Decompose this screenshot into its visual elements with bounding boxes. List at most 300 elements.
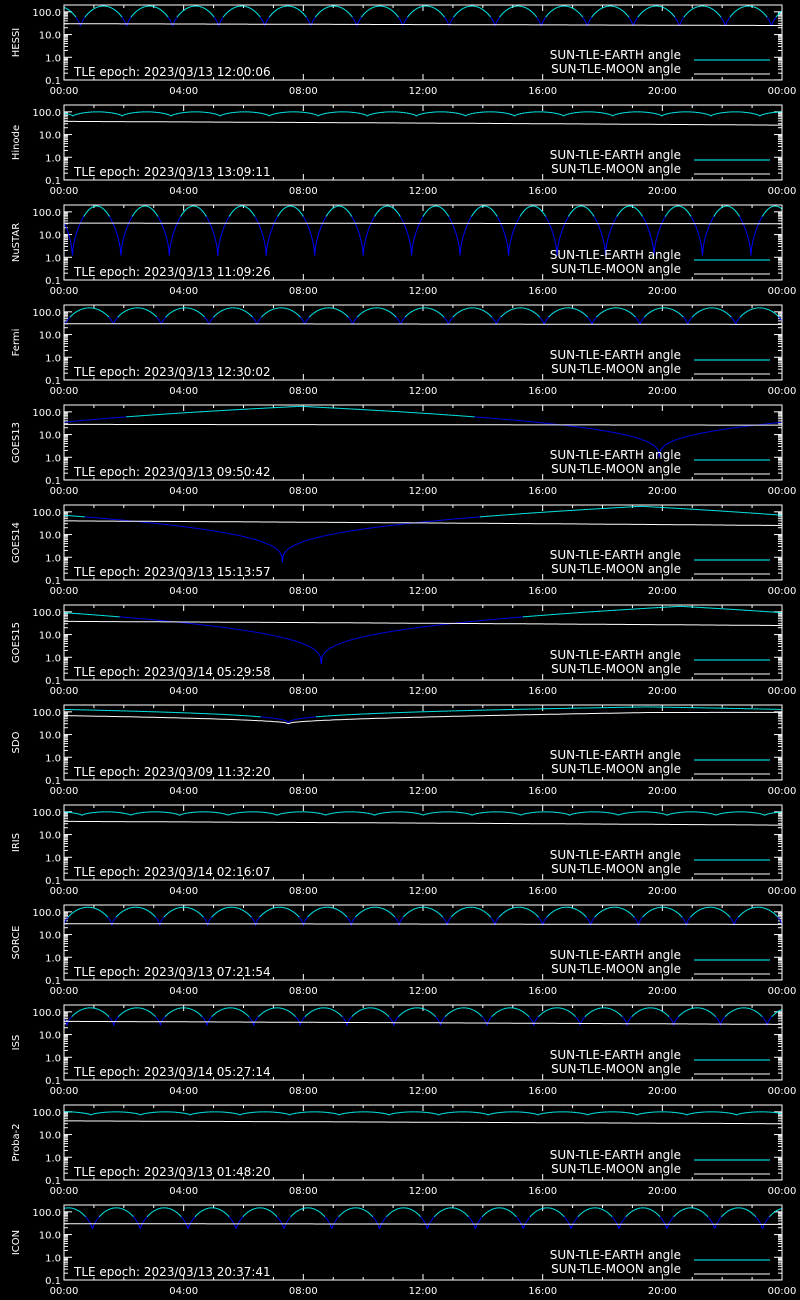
earth-angle-segment <box>258 15 259 16</box>
earth-angle-segment <box>321 225 322 226</box>
earth-angle-segment <box>470 219 471 220</box>
earth-angle-segment <box>372 221 373 222</box>
earth-angle-segment <box>595 13 596 14</box>
earth-angle-segment <box>702 248 703 255</box>
earth-angle-segment <box>718 14 719 15</box>
earth-angle-segment <box>111 320 112 321</box>
earth-angle-segment <box>731 16 732 17</box>
earth-angle-segment <box>274 11 275 12</box>
earth-angle-segment <box>458 11 459 12</box>
earth-angle-segment <box>763 215 764 216</box>
earth-angle-segment <box>324 219 325 220</box>
earth-angle-segment <box>159 320 160 321</box>
earth-angle-segment <box>688 212 689 213</box>
earth-angle-segment <box>742 221 743 222</box>
earth-angle-segment <box>641 214 642 215</box>
earth-angle-segment <box>104 210 105 211</box>
earth-angle-segment <box>781 11 782 12</box>
earth-angle-segment <box>105 211 106 212</box>
earth-angle-segment <box>564 115 565 116</box>
x-tick-label: 00:00 <box>767 86 797 97</box>
earth-angle-segment <box>301 11 302 12</box>
earth-angle-segment <box>396 317 397 318</box>
earth-angle-segment <box>363 248 364 255</box>
earth-angle-segment <box>231 213 232 214</box>
earth-angle-segment <box>454 316 455 317</box>
earth-angle-segment <box>77 230 78 232</box>
earth-angle-segment <box>351 16 352 17</box>
earth-angle-segment <box>443 16 444 17</box>
earth-angle-segment <box>487 13 488 14</box>
earth-angle-segment <box>442 14 443 15</box>
earth-angle-segment <box>553 233 554 235</box>
earth-angle-segment <box>422 217 423 218</box>
earth-angle-segment <box>769 20 770 21</box>
earth-angle-segment <box>330 211 331 212</box>
earth-angle-segment <box>638 16 639 17</box>
earth-angle-segment <box>555 239 556 242</box>
earth-angle-segment <box>138 209 139 210</box>
earth-angle-segment <box>312 22 313 23</box>
earth-angle-segment <box>502 14 503 15</box>
earth-angle-segment <box>449 217 450 218</box>
earth-angle-segment <box>603 239 604 242</box>
earth-angle-segment <box>260 319 261 320</box>
earth-angle-segment <box>676 19 677 20</box>
earth-angle-segment <box>649 231 650 233</box>
earth-angle-segment <box>166 316 167 317</box>
earth-angle-segment <box>118 316 119 317</box>
earth-angle-segment <box>162 321 163 322</box>
tle-epoch-label: TLE epoch: 2023/03/13 13:09:11 <box>74 165 271 179</box>
earth-angle-segment <box>397 318 398 319</box>
earth-angle-segment <box>182 214 183 215</box>
earth-angle-segment <box>748 239 749 242</box>
earth-angle-segment <box>638 210 639 211</box>
earth-angle-segment <box>249 209 250 210</box>
earth-angle-segment <box>115 319 116 320</box>
earth-angle-segment <box>120 15 121 16</box>
earth-angle-segment <box>602 235 603 237</box>
earth-angle-segment <box>355 319 356 320</box>
earth-angle-segment <box>545 321 546 322</box>
earth-angle-segment <box>251 316 252 317</box>
earth-angle-segment <box>586 315 587 316</box>
earth-angle-segment <box>469 220 470 221</box>
earth-angle-segment <box>444 16 445 17</box>
earth-angle-segment <box>75 235 76 237</box>
earth-angle-segment <box>66 228 67 230</box>
earth-angle-segment <box>331 209 332 210</box>
earth-angle-segment <box>570 213 571 214</box>
earth-angle-segment <box>589 20 590 21</box>
x-tick-label: 00:00 <box>767 186 797 197</box>
earth-angle-segment <box>401 21 402 22</box>
earth-angle-segment <box>106 211 107 212</box>
earth-angle-segment <box>115 230 116 232</box>
earth-angle-segment <box>306 221 307 222</box>
earth-angle-segment <box>87 211 88 212</box>
earth-angle-segment <box>224 15 225 16</box>
earth-angle-segment <box>406 315 407 316</box>
earth-angle-segment <box>440 12 441 13</box>
earth-angle-segment <box>503 12 504 13</box>
earth-angle-segment <box>693 221 694 222</box>
earth-angle-segment <box>269 235 270 237</box>
earth-angle-segment <box>768 19 769 20</box>
earth-angle-segment <box>106 315 107 316</box>
earth-angle-segment <box>270 16 271 17</box>
earth-angle-segment <box>492 210 493 211</box>
earth-angle-segment <box>777 16 778 17</box>
earth-angle-segment <box>767 17 768 18</box>
earth-angle-segment <box>328 212 329 213</box>
earth-angle-segment <box>495 214 496 215</box>
earth-angle-segment <box>500 317 501 318</box>
earth-angle-segment <box>394 12 395 13</box>
earth-angle-segment <box>548 14 549 15</box>
earth-angle-segment <box>716 11 717 12</box>
earth-angle-segment <box>734 210 735 211</box>
earth-angle-segment <box>667 214 668 215</box>
earth-angle-segment <box>367 231 368 233</box>
earth-angle-segment <box>126 230 127 232</box>
earth-angle-segment <box>263 315 264 316</box>
earth-angle-segment <box>313 20 314 21</box>
earth-angle-segment <box>545 17 546 18</box>
earth-angle-segment <box>115 228 116 230</box>
earth-angle-segment <box>461 242 462 245</box>
earth-angle-segment <box>593 15 594 16</box>
earth-angle-segment <box>689 214 690 215</box>
earth-angle-segment <box>366 237 367 239</box>
earth-angle-segment <box>460 248 461 255</box>
earth-angle-segment <box>568 216 569 217</box>
earth-angle-segment <box>582 16 583 17</box>
earth-angle-segment <box>492 317 493 318</box>
earth-angle-segment <box>428 209 429 210</box>
earth-angle-segment <box>177 16 178 17</box>
earth-angle-segment <box>211 13 212 14</box>
earth-angle-segment <box>216 242 217 245</box>
earth-angle-segment <box>351 215 352 216</box>
earth-angle-segment <box>73 14 74 15</box>
earth-angle-segment <box>439 11 440 12</box>
earth-angle-segment <box>564 225 565 226</box>
earth-angle-segment <box>586 22 587 23</box>
earth-angle-segment <box>369 226 370 228</box>
earth-angle-segment <box>132 15 133 16</box>
earth-angle-segment <box>367 233 368 235</box>
earth-angle-segment <box>308 19 309 20</box>
earth-angle-segment <box>132 217 133 218</box>
earth-angle-segment <box>538 316 539 317</box>
earth-angle-segment <box>544 18 545 19</box>
earth-angle-segment <box>218 245 219 249</box>
earth-angle-segment <box>735 211 736 212</box>
earth-angle-segment <box>124 21 125 22</box>
earth-angle-segment <box>228 218 229 219</box>
panel-hessi <box>0 0 800 100</box>
earth-angle-segment <box>69 237 70 239</box>
earth-angle-segment <box>175 20 176 21</box>
earth-angle-segment <box>347 11 348 12</box>
earth-angle-segment <box>163 228 164 230</box>
earth-angle-segment <box>108 316 109 317</box>
earth-angle-segment <box>158 217 159 218</box>
earth-angle-segment <box>311 235 312 237</box>
earth-angle-segment <box>79 225 80 226</box>
earth-angle-segment <box>488 14 489 15</box>
earth-angle-segment <box>716 213 717 214</box>
earth-angle-segment <box>319 12 320 13</box>
earth-angle-segment <box>424 214 425 215</box>
earth-angle-segment <box>256 219 257 220</box>
earth-angle-segment <box>313 242 314 245</box>
earth-angle-segment <box>398 320 399 321</box>
earth-angle-segment <box>154 211 155 212</box>
earth-angle-segment <box>486 12 487 13</box>
earth-angle-segment <box>500 221 501 222</box>
earth-angle-segment <box>455 14 456 15</box>
earth-angle-segment <box>720 16 721 17</box>
earth-angle-segment <box>116 319 117 320</box>
earth-angle-segment <box>134 213 135 214</box>
earth-angle-segment <box>405 20 406 21</box>
earth-angle-segment <box>541 211 542 212</box>
earth-angle-segment <box>71 12 72 13</box>
earth-angle-segment <box>202 315 203 316</box>
earth-angle-segment <box>498 319 499 320</box>
earth-angle-segment <box>272 226 273 228</box>
x-tick-label: 12:00 <box>408 186 438 197</box>
earth-angle-segment <box>446 320 447 321</box>
earth-angle-segment <box>316 239 317 242</box>
earth-angle-segment <box>532 12 533 13</box>
earth-angle-segment <box>418 225 419 226</box>
earth-angle-segment <box>442 315 443 316</box>
earth-angle-segment <box>681 20 682 21</box>
earth-angle-segment <box>545 216 546 217</box>
earth-angle-segment <box>205 215 206 216</box>
earth-angle-segment <box>166 14 167 15</box>
earth-angle-segment <box>219 242 220 245</box>
earth-angle-segment <box>211 14 212 15</box>
earth-angle-segment <box>588 317 589 318</box>
earth-angle-segment <box>450 22 451 23</box>
earth-angle-segment <box>119 242 120 245</box>
earth-angle-segment <box>761 218 762 219</box>
earth-angle-segment <box>303 321 304 322</box>
earth-angle-segment <box>316 16 317 17</box>
earth-angle-segment <box>214 235 215 237</box>
earth-angle-segment <box>747 233 748 235</box>
earth-angle-segment <box>687 211 688 212</box>
earth-angle-segment <box>318 14 319 15</box>
earth-angle-segment <box>572 211 573 212</box>
earth-angle-segment <box>449 321 450 322</box>
earth-angle-segment <box>600 228 601 230</box>
earth-angle-segment <box>350 14 351 15</box>
earth-angle-segment <box>266 21 267 22</box>
earth-angle-segment <box>543 322 544 324</box>
earth-angle-segment <box>166 15 167 16</box>
earth-angle-segment <box>667 213 668 214</box>
earth-angle-segment <box>585 314 586 315</box>
earth-angle-segment <box>259 225 260 226</box>
earth-angle-segment <box>425 212 426 213</box>
earth-angle-segment <box>685 15 686 16</box>
earth-angle-segment <box>540 318 541 319</box>
satellite-name: HESSI <box>11 27 22 58</box>
earth-angle-segment <box>661 225 662 226</box>
earth-angle-segment <box>68 231 69 233</box>
x-tick-label: 08:00 <box>288 386 318 397</box>
earth-angle-segment <box>267 20 268 21</box>
earth-angle-segment <box>523 211 524 212</box>
earth-angle-segment <box>74 242 75 245</box>
earth-angle-segment <box>168 315 169 316</box>
earth-angle-segment <box>549 12 550 13</box>
earth-angle-segment <box>592 16 593 17</box>
earth-angle-segment <box>269 237 270 239</box>
earth-angle-segment <box>454 16 455 17</box>
earth-angle-segment <box>522 212 523 213</box>
earth-angle-segment <box>301 213 302 214</box>
earth-angle-segment <box>537 17 538 18</box>
earth-angle-segment <box>212 319 213 320</box>
earth-angle-segment <box>670 12 671 13</box>
earth-angle-segment <box>540 22 541 23</box>
earth-angle-segment <box>489 16 490 17</box>
earth-angle-segment <box>612 225 613 226</box>
earth-angle-segment <box>623 11 624 12</box>
earth-angle-segment <box>644 220 645 221</box>
earth-angle-segment <box>317 237 318 239</box>
panel-hinode <box>0 100 800 200</box>
earth-angle-segment <box>312 314 313 315</box>
earth-angle-segment <box>506 239 507 242</box>
earth-angle-segment <box>747 235 748 237</box>
earth-angle-segment <box>349 13 350 14</box>
earth-angle-segment <box>360 237 361 239</box>
earth-angle-segment <box>663 220 664 221</box>
earth-angle-segment <box>281 211 282 212</box>
earth-angle-segment <box>520 216 521 217</box>
earth-angle-segment <box>251 315 252 316</box>
earth-angle-segment <box>670 210 671 211</box>
tle-epoch-label: TLE epoch: 2023/03/13 11:09:26 <box>74 265 271 279</box>
earth-angle-segment <box>491 316 492 317</box>
earth-angle-segment <box>119 14 120 15</box>
earth-angle-segment <box>379 210 380 211</box>
earth-angle-segment <box>707 231 708 233</box>
earth-angle-segment <box>454 228 455 230</box>
earth-angle-segment <box>637 210 638 211</box>
earth-angle-segment <box>351 15 352 16</box>
earth-angle-segment <box>765 15 766 16</box>
earth-angle-segment <box>220 21 221 22</box>
earth-angle-segment <box>652 239 653 242</box>
earth-angle-segment <box>165 231 166 233</box>
earth-angle-segment <box>378 211 379 212</box>
earth-angle-segment <box>225 224 226 225</box>
earth-angle-segment <box>717 211 718 212</box>
earth-angle-segment <box>253 318 254 319</box>
earth-angle-segment <box>622 209 623 210</box>
earth-angle-segment <box>132 216 133 217</box>
earth-angle-segment <box>271 14 272 15</box>
earth-angle-segment <box>778 14 779 15</box>
earth-angle-segment <box>117 318 118 319</box>
earth-angle-segment <box>476 210 477 211</box>
earth-angle-segment <box>86 213 87 214</box>
earth-angle-segment <box>594 216 595 217</box>
earth-angle-segment <box>400 19 401 20</box>
earth-angle-segment <box>519 217 520 218</box>
earth-angle-segment <box>590 19 591 20</box>
y-tick-label: 0.1 <box>45 175 61 187</box>
earth-angle-segment <box>176 18 177 19</box>
x-tick-label: 12:00 <box>408 286 438 297</box>
earth-angle-segment <box>234 210 235 211</box>
earth-angle-segment <box>120 14 121 15</box>
earth-angle-segment <box>640 212 641 213</box>
earth-angle-segment <box>311 315 312 316</box>
earth-angle-segment <box>770 22 771 23</box>
earth-angle-segment <box>604 242 605 245</box>
earth-angle-segment <box>413 239 414 242</box>
earth-angle-segment <box>223 17 224 18</box>
earth-angle-segment <box>750 245 751 249</box>
earth-angle-segment <box>310 231 311 233</box>
earth-angle-segment <box>347 210 348 211</box>
earth-angle-segment <box>74 239 75 242</box>
earth-angle-segment <box>500 16 501 17</box>
earth-angle-segment <box>370 225 371 226</box>
earth-angle-segment <box>513 230 514 232</box>
earth-angle-segment <box>780 12 781 13</box>
earth-angle-segment <box>69 318 70 319</box>
earth-angle-segment <box>644 219 645 220</box>
earth-angle-segment <box>232 211 233 212</box>
earth-angle-segment <box>518 219 519 220</box>
earth-angle-segment <box>599 226 600 228</box>
earth-angle-segment <box>444 210 445 211</box>
earth-angle-segment <box>201 210 202 211</box>
earth-angle-segment <box>211 319 212 320</box>
earth-angle-segment <box>492 20 493 21</box>
earth-angle-segment <box>409 237 410 239</box>
earth-angle-segment <box>82 21 83 22</box>
earth-angle-segment <box>129 19 130 20</box>
earth-angle-segment <box>396 14 397 15</box>
earth-angle-segment <box>538 20 539 21</box>
earth-angle-segment <box>546 16 547 17</box>
earth-angle-segment <box>671 209 672 210</box>
earth-angle-segment <box>566 220 567 221</box>
earth-angle-segment <box>312 21 313 22</box>
x-tick-label: 04:00 <box>169 386 199 397</box>
earth-angle-segment <box>695 225 696 226</box>
earth-angle-segment <box>346 315 347 316</box>
earth-angle-segment <box>447 21 448 22</box>
earth-angle-segment <box>373 218 374 219</box>
earth-angle-segment <box>348 316 349 317</box>
earth-angle-segment <box>471 216 472 217</box>
earth-angle-segment <box>207 320 208 321</box>
earth-angle-segment <box>299 315 300 316</box>
